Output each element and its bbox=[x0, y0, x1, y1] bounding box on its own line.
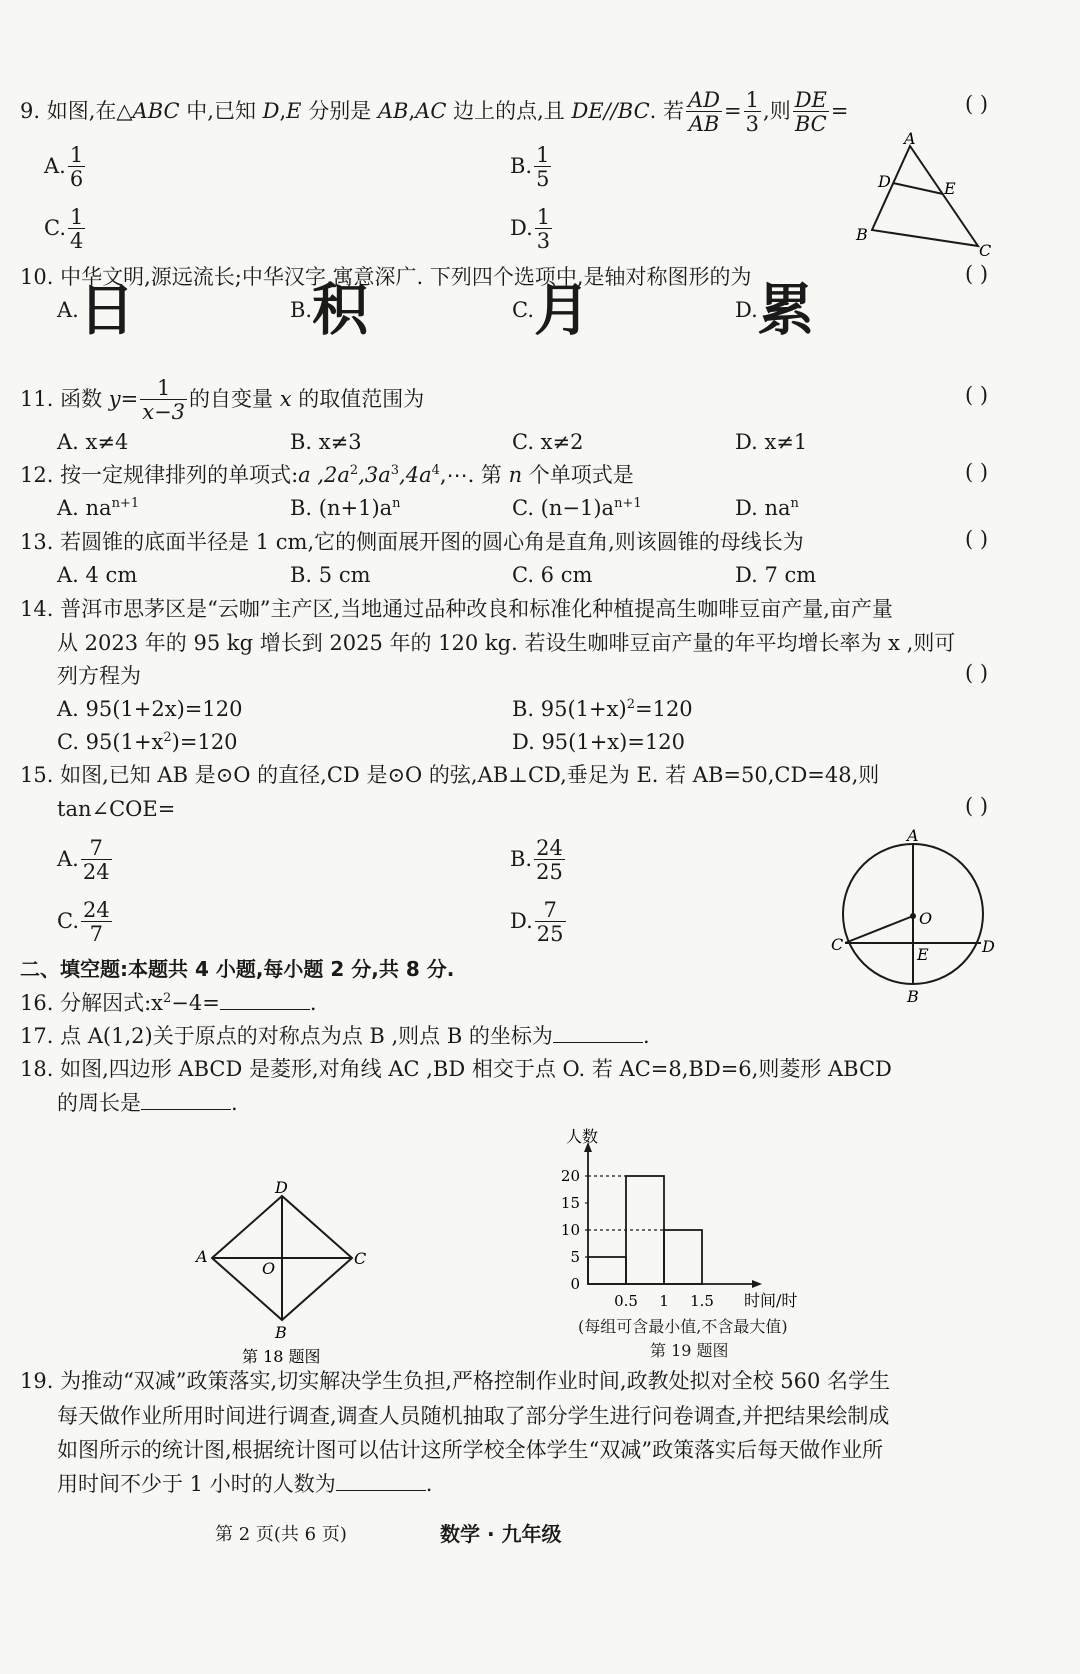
q13-option-b[interactable]: B. 5 cm bbox=[290, 563, 371, 587]
q11-option-a[interactable]: A. x≠4 bbox=[57, 430, 129, 454]
y-tick-label: 0 bbox=[570, 1275, 580, 1293]
q9-fraction-de-bc: $\frac{DE}{BC}$ bbox=[794, 88, 827, 136]
q10-option-a[interactable]: A.日 bbox=[57, 278, 135, 344]
q14-stem-line1: 14. 普洱市思茅区是“云咖”主产区,当地通过品种改良和标准化种植提高生咖啡豆亩产量,亩产量 bbox=[20, 597, 893, 621]
q9-triangle-figure bbox=[848, 132, 998, 262]
x-axis-title: 时间/时 bbox=[744, 1291, 798, 1310]
q16-stem: 16. 分解因式$:x^2-4=$ . bbox=[20, 991, 317, 1015]
q19-caption: 第 19 题图 bbox=[650, 1341, 729, 1360]
q10-answer-paren: ( ) bbox=[965, 262, 989, 286]
label-d: D bbox=[982, 937, 995, 956]
q19-stem-line4: 用时间不少于 1 小时的人数为 . bbox=[57, 1472, 433, 1496]
section-heading: 二、填空题:本题共 4 小题,每小题 2 分,共 8 分. bbox=[20, 957, 455, 981]
q19-range-note: (每组可含最小值,不含最大值) bbox=[578, 1317, 788, 1336]
segment-co bbox=[845, 916, 913, 943]
q14-option-d[interactable]: D. 95(1+x)=120 bbox=[512, 730, 686, 754]
q15-option-c[interactable]: C. $\frac{24}{7}$ bbox=[57, 898, 110, 946]
q14-stem-line2: 从 2023 年的 95 kg 增长到 2025 年的 120 kg. 若设生咖啡豆亩产量的年平均增长率为 x ,则可 bbox=[57, 631, 956, 655]
q9-answer-paren: ( ) bbox=[965, 92, 989, 116]
q15-option-d[interactable]: D. $\frac{7}{25}$ bbox=[510, 898, 564, 946]
q13-option-c[interactable]: C. 6 cm bbox=[512, 563, 593, 587]
q12-option-a[interactable]: A. $na^{n+1}$ bbox=[57, 496, 140, 520]
y-tick-label: 20 bbox=[560, 1167, 580, 1185]
q15-stem-line1: 15. 如图,已知 AB 是⊙O 的直径,CD 是⊙O 的弦,AB⊥CD,垂足为 E. 若 AB=50,CD=48,则 bbox=[20, 763, 880, 787]
q13-option-d[interactable]: D. 7 cm bbox=[735, 563, 817, 587]
q9-stem: 9. 如图,在△ABC 中,已知 D,E 分别是 AB,AC 边上的点,且 DE//BC. 若 $\frac{AD}{AB}$ = $\frac{1}{3}$ ,则 $\frac{DE}{BC}$ = bbox=[20, 88, 849, 136]
q13-answer-paren: ( ) bbox=[965, 527, 989, 551]
q14-stem-line3: 列方程为 bbox=[57, 664, 141, 688]
q11-stem: 11. 函数 y= $\frac{1}{x-3}$ 的自变量 x 的取值范围为 bbox=[20, 376, 425, 424]
char-ji: 积 bbox=[312, 278, 369, 344]
q10-option-b[interactable]: B.积 bbox=[290, 278, 369, 344]
histogram-bar bbox=[588, 1257, 626, 1284]
label-c: C bbox=[831, 935, 844, 954]
char-lei: 累 bbox=[757, 278, 814, 344]
q10-option-c[interactable]: C.月 bbox=[512, 278, 590, 344]
q14-answer-paren: ( ) bbox=[965, 661, 989, 685]
q11-answer-paren: ( ) bbox=[965, 383, 989, 407]
y-tick-label: 5 bbox=[570, 1248, 580, 1266]
char-yue: 月 bbox=[534, 278, 590, 344]
q15-option-a[interactable]: A. $\frac{7}{24}$ bbox=[57, 836, 110, 884]
label-e: E bbox=[917, 945, 929, 964]
q15-answer-paren: ( ) bbox=[965, 794, 989, 818]
histogram-bar bbox=[664, 1230, 702, 1284]
q14-option-a[interactable]: A. 95(1+2x)=120 bbox=[57, 697, 243, 721]
label-b: B bbox=[907, 987, 919, 1006]
x-tick-label: 1.5 bbox=[690, 1292, 714, 1310]
x-axis-arrow bbox=[752, 1280, 762, 1288]
q19-stem-line1: 19. 为推动“双减”政策落实,切实解决学生负担,严格控制作业时间,政教处拟对全校 560 名学生 bbox=[20, 1369, 890, 1393]
q18-stem-line1: 18. 如图,四边形 ABCD 是菱形,对角线 AC ,BD 相交于点 O. 若 AC=8,BD=6,则菱形 ABCD bbox=[20, 1057, 892, 1081]
label-b: B bbox=[856, 225, 868, 244]
q18-answer-blank[interactable] bbox=[141, 1091, 231, 1110]
q11-option-d[interactable]: D. x≠1 bbox=[735, 430, 808, 454]
label-a: A bbox=[196, 1247, 208, 1266]
q12-answer-paren: ( ) bbox=[965, 460, 989, 484]
q10-stem: 10. 中华文明,源远流长;中华汉字,寓意深广. 下列四个选项中,是轴对称图形的为 bbox=[20, 265, 752, 289]
label-c: C bbox=[979, 241, 992, 260]
q18-caption: 第 18 题图 bbox=[242, 1347, 321, 1366]
q12-option-b[interactable]: B. $(n+1)a^n$ bbox=[290, 496, 401, 520]
q9-option-a[interactable]: A. $\frac{1}{6}$ bbox=[44, 143, 84, 191]
x-tick-label: 1 bbox=[659, 1292, 669, 1310]
page-number: 第 2 页(共 6 页) bbox=[215, 1524, 347, 1545]
char-ri: 日 bbox=[78, 278, 135, 344]
y-tick-label: 15 bbox=[560, 1194, 580, 1212]
subject-label: 数学 · 九年级 bbox=[440, 1522, 562, 1546]
q17-answer-blank[interactable] bbox=[553, 1024, 643, 1043]
q15-stem-line2: tan∠COE= bbox=[57, 797, 176, 821]
center-point bbox=[910, 913, 916, 919]
x-tick-label: 0.5 bbox=[614, 1292, 638, 1310]
label-a: A bbox=[904, 132, 916, 148]
q15-option-b[interactable]: B. $\frac{24}{25}$ bbox=[510, 836, 563, 884]
label-d: D bbox=[275, 1178, 288, 1197]
q14-option-c[interactable]: C. $95(1+x^2)=120$ bbox=[57, 730, 238, 754]
label-a: A bbox=[907, 828, 919, 845]
triangle-abc bbox=[872, 146, 978, 246]
q12-option-d[interactable]: D. $na^n$ bbox=[735, 496, 799, 520]
label-o: O bbox=[262, 1259, 276, 1278]
label-o: O bbox=[919, 909, 933, 928]
q11-option-c[interactable]: C. x≠2 bbox=[512, 430, 584, 454]
q13-stem: 13. 若圆锥的底面半径是 1 cm,它的侧面展开图的圆心角是直角,则该圆锥的母线长为 bbox=[20, 530, 804, 554]
q9-fraction-ad-ab: $\frac{AD}{AB}$ bbox=[688, 88, 721, 136]
q14-option-b[interactable]: B. $95(1+x)^2=120$ bbox=[512, 697, 693, 721]
q16-answer-blank[interactable] bbox=[220, 991, 310, 1010]
q9-option-b[interactable]: B. $\frac{1}{5}$ bbox=[510, 143, 550, 191]
q15-circle-figure bbox=[825, 828, 1000, 1008]
q12-option-c[interactable]: C. $(n-1)a^{n+1}$ bbox=[512, 496, 642, 520]
y-axis-title: 人数 bbox=[566, 1127, 599, 1146]
label-e: E bbox=[944, 179, 956, 198]
q19-answer-blank[interactable] bbox=[336, 1472, 426, 1491]
label-d: D bbox=[878, 172, 891, 191]
q9-option-d[interactable]: D. $\frac{1}{3}$ bbox=[510, 205, 551, 253]
y-tick-label: 10 bbox=[560, 1221, 580, 1239]
q12-stem: 12. 按一定规律排列的单项式:a $,2a^2,3a^3,4a^4,\cdots$. 第 n 个单项式是 bbox=[20, 463, 634, 487]
label-b: B bbox=[275, 1323, 287, 1342]
q13-option-a[interactable]: A. 4 cm bbox=[57, 563, 138, 587]
q11-option-b[interactable]: B. x≠3 bbox=[290, 430, 362, 454]
q17-stem: 17. 点 A(1,2)关于原点的对称点为点 B ,则点 B 的坐标为 . bbox=[20, 1024, 650, 1048]
q10-option-d[interactable]: D.累 bbox=[735, 278, 814, 344]
q19-stem-line3: 如图所示的统计图,根据统计图可以估计这所学校全体学生“双减”政策落实后每天做作业所 bbox=[57, 1438, 884, 1462]
label-c: C bbox=[354, 1249, 367, 1268]
q18-rhombus-figure bbox=[190, 1178, 380, 1368]
q9-option-c[interactable]: C. $\frac{1}{4}$ bbox=[44, 205, 84, 253]
q18-stem-line2: 的周长是 . bbox=[57, 1091, 238, 1115]
q19-stem-line2: 每天做作业所用时间进行调查,调查人员随机抽取了部分学生进行问卷调查,并把结果绘制成 bbox=[57, 1404, 890, 1428]
